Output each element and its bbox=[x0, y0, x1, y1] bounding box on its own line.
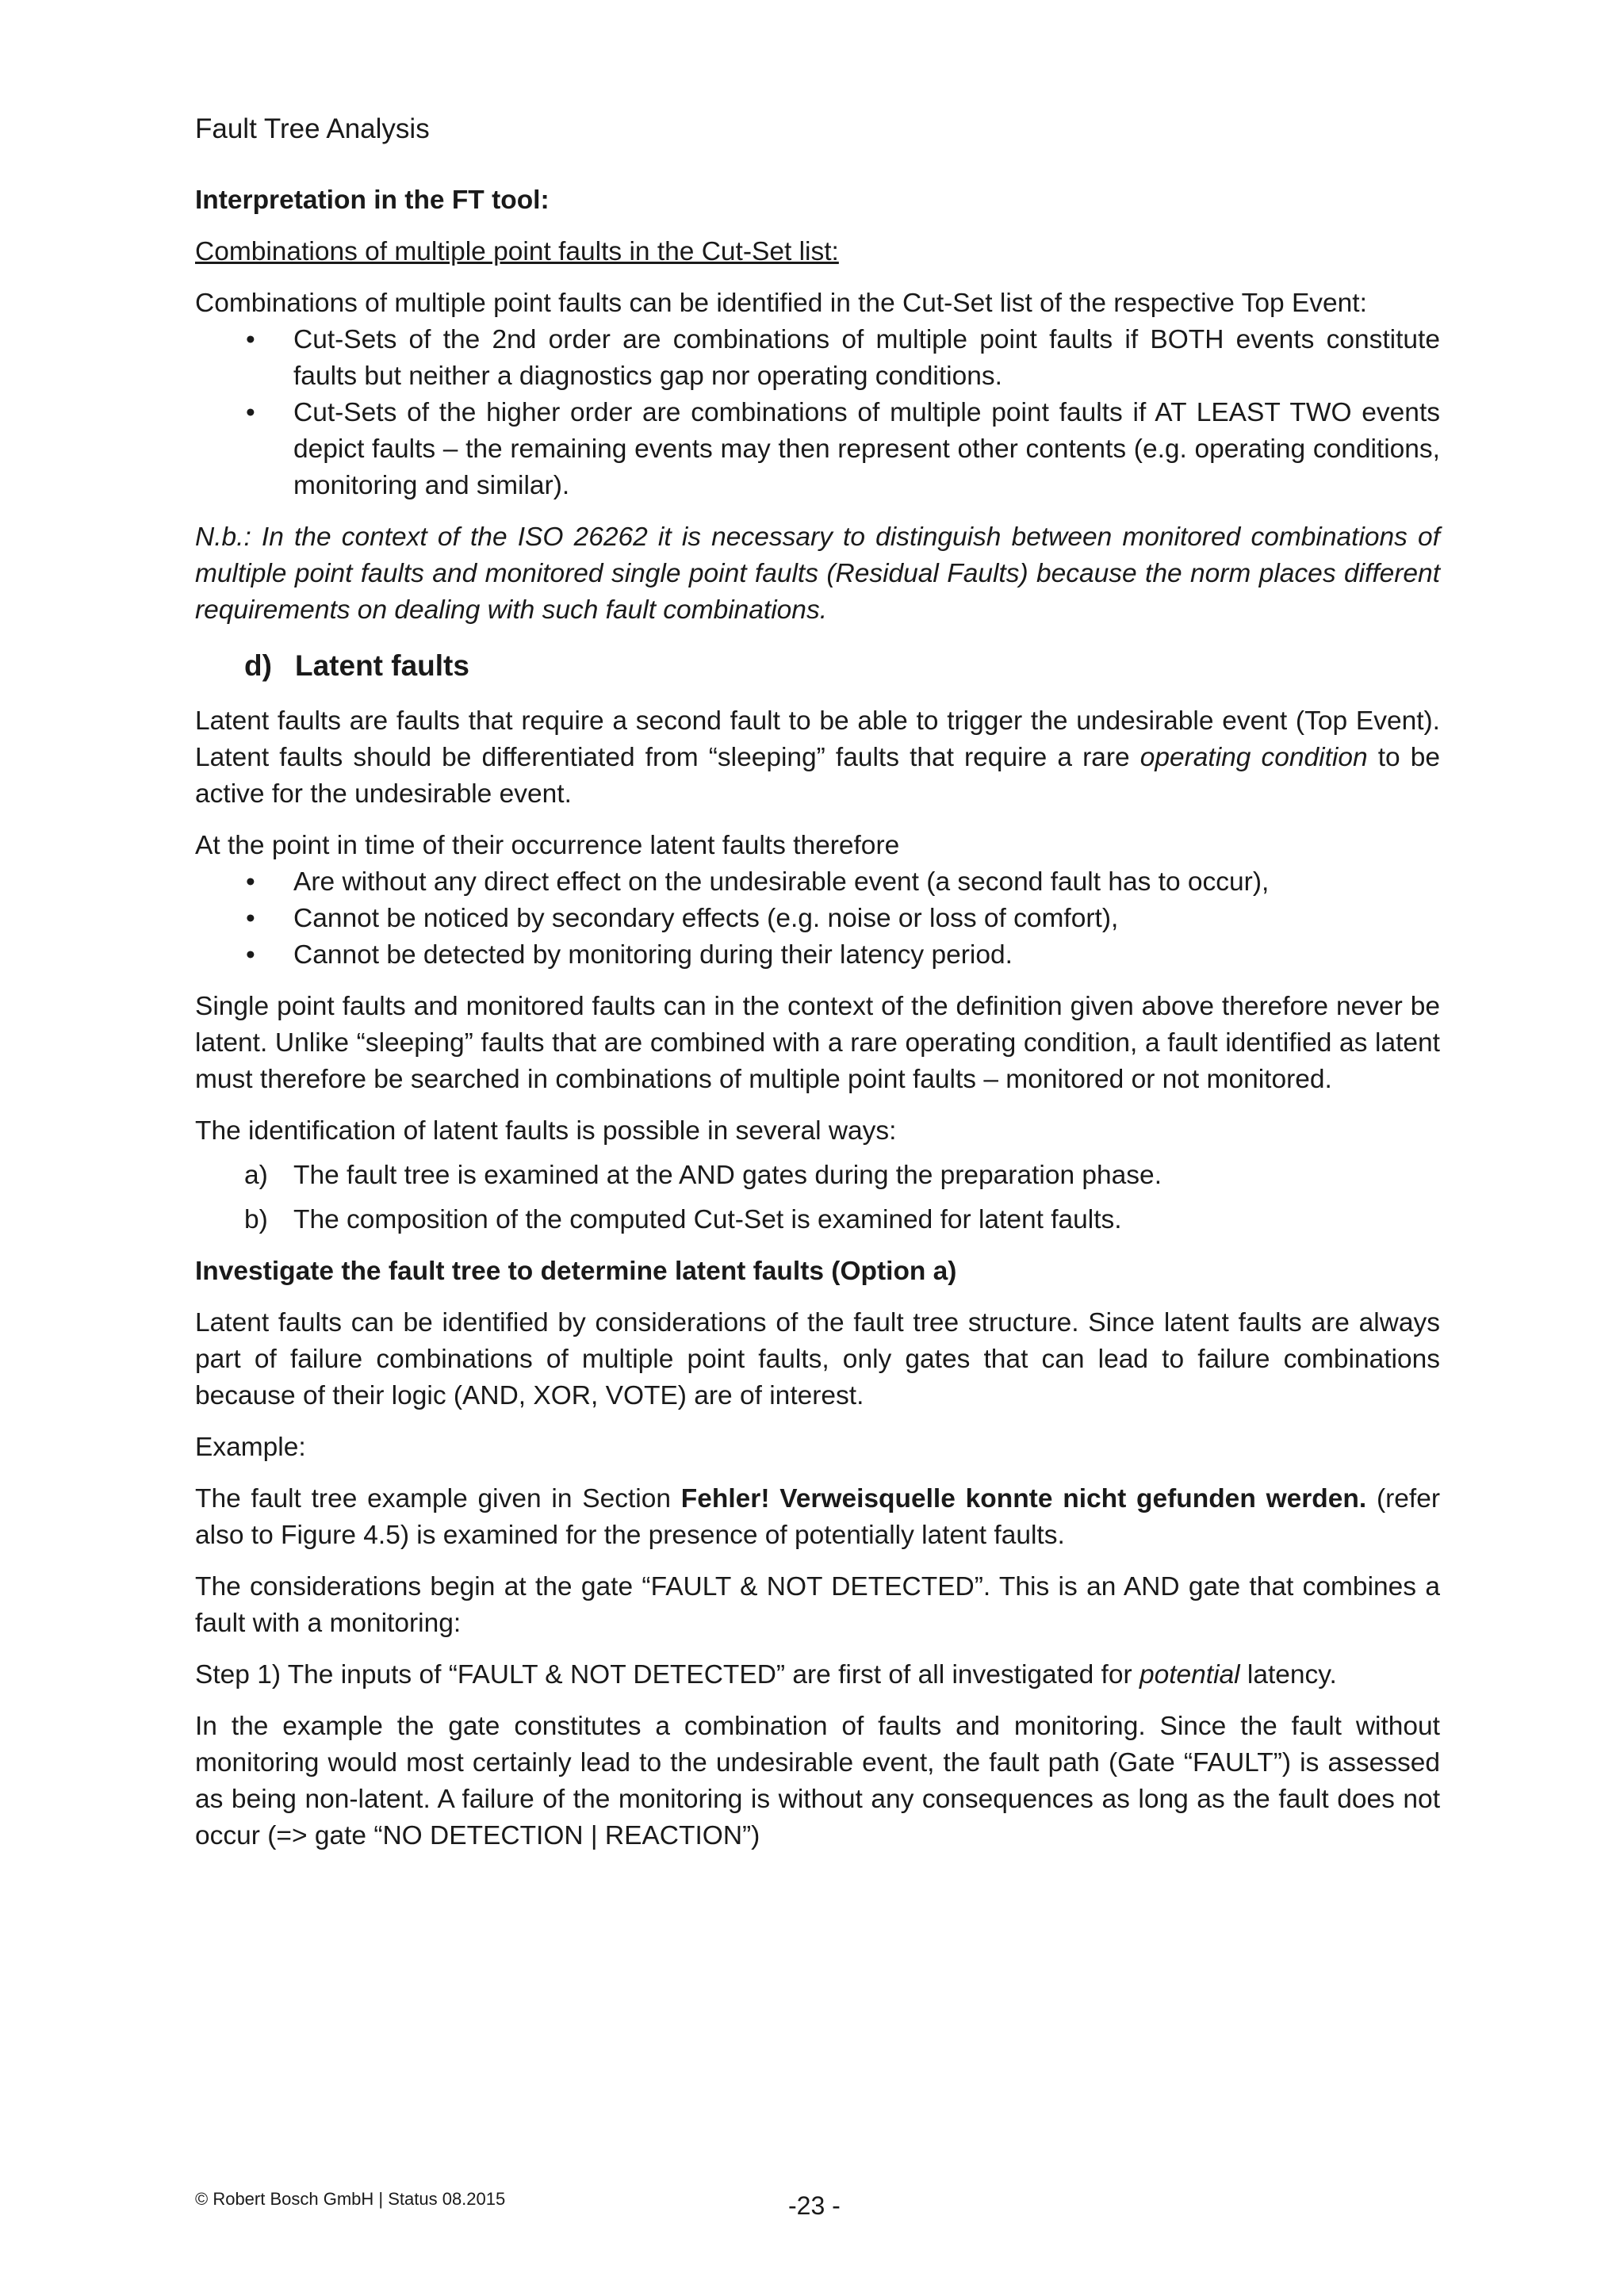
list-item: • Are without any direct effect on the undesirable event (a second fault has to occur), bbox=[195, 864, 1440, 901]
document-page bbox=[195, 111, 1440, 1869]
list-marker: b) bbox=[244, 1205, 268, 1234]
step-1-paragraph: Step 1) The inputs of “FAULT & NOT DETECTED” are first of all investigated for potential latency. bbox=[195, 1660, 1337, 1689]
section-title: Latent faults bbox=[295, 649, 469, 682]
bullet-icon: • bbox=[246, 904, 255, 933]
list-marker: a) bbox=[244, 1161, 268, 1190]
cut-set-subheading: Combinations of multiple point faults in the Cut-Set list: bbox=[195, 237, 839, 266]
identification-options-list bbox=[195, 1158, 1440, 1238]
running-header: Fault Tree Analysis bbox=[195, 113, 430, 144]
section-number: d) bbox=[244, 649, 272, 682]
list-item: b) The composition of the computed Cut-Set is examined for latent faults. bbox=[195, 1202, 1440, 1238]
non-latent-paragraph: In the example the gate constitutes a combination of faults and monitoring. Since the fault without monitoring would most certainly lead to the undesirable event, the fault path (Gate “FAULT”) is assessed as being non-latent. A failure of the monitoring is without any consequences as long as the fault does not occur (=> gate “NO DETECTION | REACTION”) bbox=[195, 1712, 1440, 1850]
iso-note: N.b.: In the context of the ISO 26262 it is necessary to distinguish between monitored combinations of multiple point faults and monitored single point faults (Residual Faults) because the norm places different requirements on dealing with such fault combinations. bbox=[195, 522, 1440, 625]
option-a-heading: Investigate the fault tree to determine latent faults (Option a) bbox=[195, 1257, 957, 1286]
latency-bullet-list bbox=[195, 864, 1440, 974]
option-a-paragraph: Latent faults can be identified by considerations of the fault tree structure. Since latent faults are always part of failure combinations of multiple point faults, only gates that can lead to failure combinations because of their logic (AND, XOR, VOTE) are of interest. bbox=[195, 1308, 1440, 1410]
interpretation-heading: Interpretation in the FT tool: bbox=[195, 186, 550, 215]
page-number: -23 - bbox=[788, 2191, 841, 2220]
bullet-icon: • bbox=[246, 398, 255, 427]
single-point-paragraph: Single point faults and monitored faults can in the context of the definition given above therefore never be latent. Unlike “sleeping” faults that are combined with a rare operating condition, a fault identified as latent must therefore be searched in combinations of multiple point faults – monitored or not monitored. bbox=[195, 992, 1440, 1094]
latency-intro: At the point in time of their occurrence latent faults therefore bbox=[195, 831, 900, 860]
bullet-icon: • bbox=[246, 325, 255, 354]
gate-paragraph: The considerations begin at the gate “FAULT & NOT DETECTED”. This is an AND gate that combines a fault with a monitoring: bbox=[195, 1572, 1440, 1638]
list-item: • Cannot be noticed by secondary effects (e.g. noise or loss of comfort), bbox=[195, 901, 1440, 937]
list-item: • Cut-Sets of the 2nd order are combinations of multiple point faults if BOTH events constitute faults but neither a diagnostics gap nor operating conditions. bbox=[195, 322, 1440, 395]
list-item: • Cannot be detected by monitoring during their latency period. bbox=[195, 937, 1440, 974]
bullet-icon: • bbox=[246, 940, 255, 970]
section-heading-latent-faults bbox=[195, 646, 1440, 686]
identification-intro: The identification of latent faults is possible in several ways: bbox=[195, 1116, 897, 1146]
example-label: Example: bbox=[195, 1433, 306, 1462]
cut-set-bullet-list bbox=[195, 322, 1440, 504]
cut-set-intro: Combinations of multiple point faults can be identified in the Cut-Set list of the respective Top Event: bbox=[195, 289, 1367, 318]
example-paragraph: The fault tree example given in Section Fehler! Verweisquelle konnte nicht gefunden werden. (refer also to Figure 4.5) is examined for the presence of potentially latent faults. bbox=[195, 1484, 1440, 1550]
list-item: a) The fault tree is examined at the AND gates during the preparation phase. bbox=[195, 1158, 1440, 1194]
broken-reference: Fehler! Verweisquelle konnte nicht gefunden werden. bbox=[680, 1484, 1367, 1513]
footer-copyright: © Robert Bosch GmbH | Status 08.2015 bbox=[195, 2189, 506, 2209]
list-item: • Cut-Sets of the higher order are combinations of multiple point faults if AT LEAST TWO events depict faults – the remaining events may then represent other contents (e.g. operating conditions, monitoring and similar). bbox=[195, 395, 1440, 504]
latent-faults-definition: Latent faults are faults that require a second fault to be able to trigger the undesirable event (Top Event). Latent faults should be differentiated from “sleeping” faults that require a rare operating condition to be active for the undesirable event. bbox=[195, 706, 1440, 809]
bullet-icon: • bbox=[246, 867, 255, 897]
